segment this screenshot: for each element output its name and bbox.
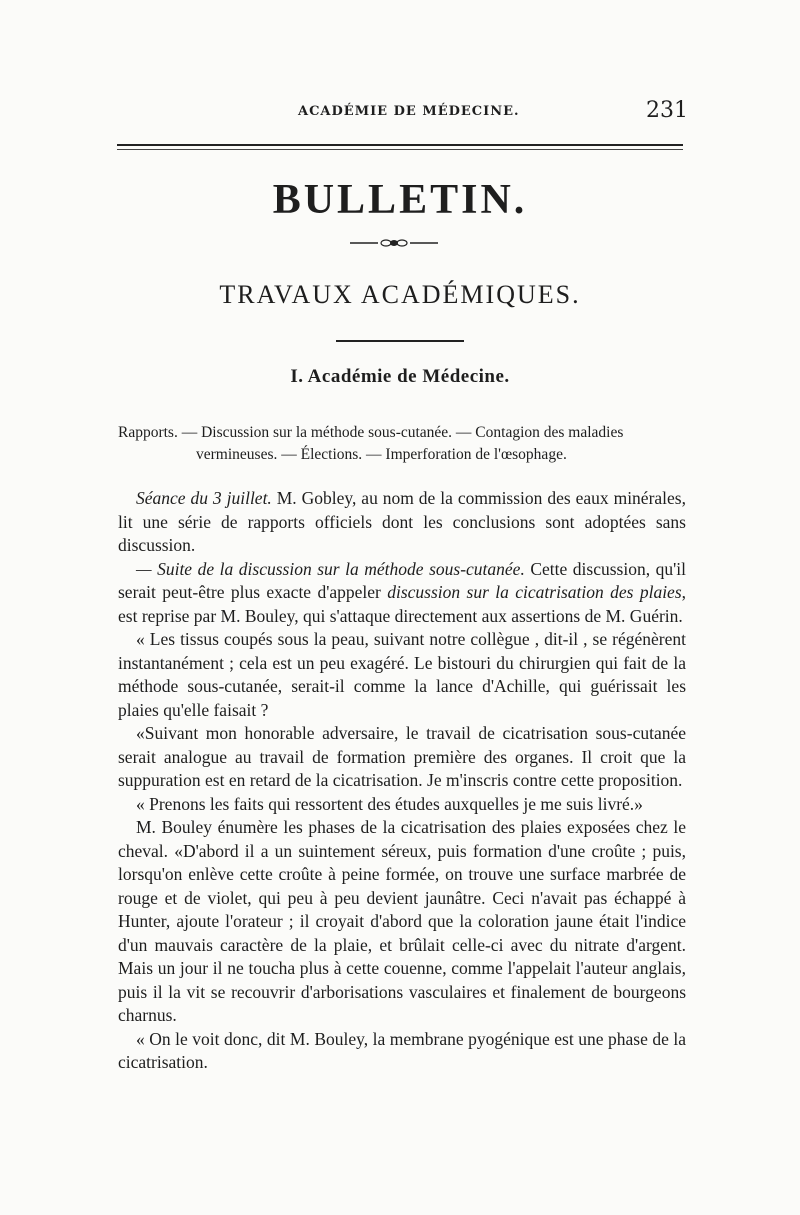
paragraph-italic: discussion sur la cicatrisation des plaies	[387, 582, 682, 602]
paragraph-text: Cette discussion, qu'il serait peut-être plus exacte d'appeler	[118, 558, 687, 602]
summary-line: Rapports. — Discussion sur la méthode sous-cutanée. — Contagion des maladies	[118, 424, 624, 441]
paragraph	[118, 722, 686, 793]
running-title: ACADÉMIE DE MÉDECINE.	[298, 104, 520, 119]
paragraph	[118, 793, 686, 817]
summary	[118, 422, 698, 466]
paragraph	[118, 1028, 686, 1075]
summary-line: vermineuses. — Élections. — Imperforation de l'œsophage.	[196, 446, 567, 463]
ornament-divider-icon	[348, 236, 440, 250]
paragraph-lead: — Suite de la discussion sur la méthode sous-cutanée.	[136, 558, 525, 579]
page-number: 231	[646, 98, 688, 123]
paragraph-text: « On le voit donc, dit M. Bouley, la membrane pyogénique est une phase de la cicatrisation.	[118, 1028, 686, 1072]
running-head	[0, 98, 800, 128]
paragraph	[118, 558, 686, 629]
paragraph-text: « Les tissus coupés sous la peau, suivant notre collègue , dit-il , se régénèrent instantanément ; cela est un peu exagéré. Le bistouri du chirurgien qui fait de la méthode sous-cutanée, serait-il comme la lance d'Achille, qui guérissait les plaies qu'elle faisait ?	[118, 629, 686, 720]
body-text	[118, 487, 686, 1075]
subsection-title: I. Académie de Médecine.	[290, 366, 510, 387]
paragraph	[118, 628, 686, 722]
paragraph	[118, 487, 686, 558]
paragraph-text: «Suivant mon honorable adversaire, le travail de cicatrisation sous-cutanée serait analogue au travail de formation première des organes. Il croit que la suppuration est en retard de la cicatrisation. Je m'inscris contre cette proposition.	[118, 723, 686, 790]
paragraph-text: M. Bouley énumère les phases de la cicatrisation des plaies exposées chez le cheval. «D'abord il a un suintement séreux, puis formation d'une croûte ; puis, lorsqu'on enlève cette croûte à peine formée, on trouve une surface marbrée de rouge et de violet, qui peu à peu devient jaunâtre. Ceci n'avait pas échappé à Hunter, ajoute l'orateur ; il croyait d'abord que la coloration jaune était l'indice d'un mauvais caractère de la plaie, et brûlait celle-ci avec du nitrate d'argent. Mais un jour il ne toucha plus à cette couenne, comme l'appelait l'auteur anglais, puis il la vit se recouvrir d'arborisations vasculaires et finalement de bourgeons charnus.	[118, 817, 686, 1025]
paragraph-text: M. Gobley, au nom de la commission des eaux minérales, lit une série de rapports officiels dont les conclusions sont adoptées sans discussion.	[118, 488, 686, 555]
paragraph-text: « Prenons les faits qui ressortent des études auxquelles je me suis livré.»	[136, 793, 643, 814]
section-heading: TRAVAUX ACADÉMIQUES.	[219, 280, 581, 309]
section-rule	[336, 340, 464, 342]
header-rule	[117, 144, 683, 146]
paragraph	[118, 816, 686, 1028]
paragraph-lead: Séance du 3 juillet.	[136, 488, 272, 508]
header-rule-thin	[117, 149, 683, 150]
bulletin-title: BULLETIN.	[272, 177, 528, 223]
paragraph-text: , est reprise par M. Bouley, qui s'attaque directement aux assertions de M. Guérin.	[118, 582, 687, 626]
